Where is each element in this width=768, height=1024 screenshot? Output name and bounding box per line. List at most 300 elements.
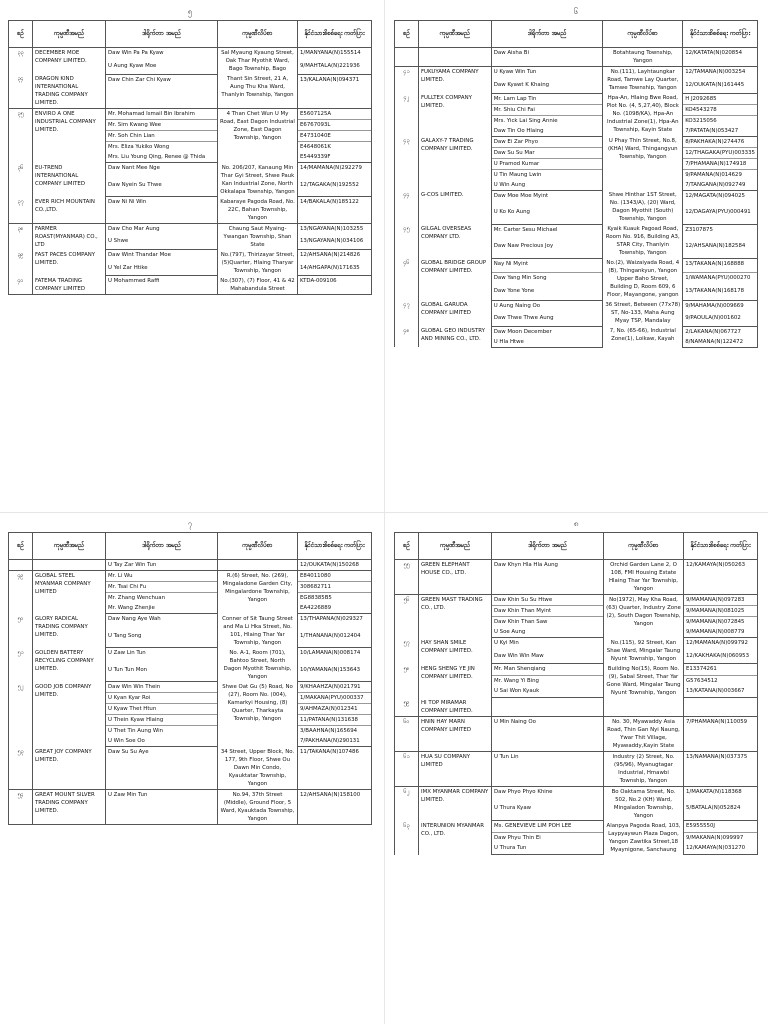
company-name: GREEN ELEPHANT HOUSE CO., LTD. [419,560,492,595]
director-name: Daw Win Win Thein [106,682,218,693]
nrc-number: 12/KAMAYA(N)050263 [684,560,758,595]
director-name: U Pramod Kumar [491,158,603,169]
nrc-number: 9/MAMANA(N)072845 [684,617,758,628]
company-address: No.(2), Waizaiyada Road, 4 (B), Thingankyun, Yangon Upper Baho Street, Building D, Room 609, 6 Floor, Mayangone, yangon [603,258,683,300]
company-address: No.(115), 92 Street, Kan Shae Ward, Mingalar Taung Nyunt Township, Yangon [604,638,684,664]
company-name: GREAT MOUNT SILVER TRADING COMPANY LIMITED. [33,789,106,824]
nrc-number: 12/KAKHAKA(N)060953 [684,651,758,664]
director-name: Mr. Shiu Chi Fai [491,104,603,115]
nrc-number: 7/PAKHANA(N)290131 [298,736,372,747]
table-row [9,74,372,109]
director-name: Mr. Carter Sesu Michael [491,224,603,241]
table-row [9,250,372,263]
nrc-number: E4648061K [298,142,372,153]
table-row [395,821,758,833]
page-number: ၆ [573,7,579,16]
nrc-number: 13/THAPANA(N)029327 [298,614,372,631]
row-number: ၅၇ [395,638,419,664]
director-name: Daw Naw Precious Joy [491,241,603,258]
table-row [9,571,372,582]
nrc-number: 12/AHSANA(N)158100 [298,789,372,824]
company-address: Bo Oaktama Street, No. 502, No.2 (KH) Ward, Mingaladon Township, Yangon [604,786,684,821]
header-nrc: နိုင်ငံသားစိစစ်ရေး ကတ်ပြား [683,21,758,48]
director-name: Daw Nyein Su Thwe [106,180,218,197]
row-number: ၅၆ [395,595,419,638]
director-name: U Kyaw Thet Htun [106,704,218,715]
company-address: No. 30, Myawaddy Asia Road, Thin Gan Nyi Naung, Ywar Thit Village, Myawaddy,Kayin State [604,716,684,751]
company-address: 7, No. (65-66), Industrial Zone(1), Loikaw, Kayah [603,326,683,347]
nrc-number: 9/MAHAMA(N)009669 [683,300,758,313]
company-address: R.(6) Street, No. (269), Mingaladone Garden City, Mingalardone Township, Yangon [218,571,298,614]
header-company: ကုမ္ပဏီအမည် [419,533,492,560]
nrc-number: 7/PHAMANA(N)174918 [683,158,758,169]
nrc-number: 14/MAMANA(N)292279 [298,163,372,180]
company-name: GOOD JOB COMPANY LIMITED. [33,682,106,747]
header-row [9,21,372,48]
company-name [33,560,106,571]
nrc-number: 9/MAKANA(N)099997 [684,832,758,843]
table-body [9,560,372,825]
table-row [9,560,372,571]
director-name: Daw Kyawt K Khaing [491,80,603,93]
nrc-number: E13374261 [684,664,758,676]
director-name: Mrs. Yick Lai Sing Annie [491,115,603,126]
table-row [395,716,758,751]
table-row [9,648,372,665]
row-number: ၆၁ [395,751,419,786]
company-name: HUA SU COMPANY LIMITED [419,751,492,786]
director-name: U Zaw Min Tun [106,789,218,824]
nrc-number: 12/KATATA(N)020854 [683,48,758,67]
company-address: Shwe Oat Gu (5) Road, No (27), Room No. (004), Kamarkyi Housing, (8) Quarter, Tharkayta Township, Yangon [218,682,298,747]
company-name: ENVIRO A ONE INDUSTRIAL COMPANY LIMITED. [33,109,106,163]
nrc-number: 12/TAGAKA(N)192552 [298,180,372,197]
company-address: Industry (2) Street, No. (95/96), Myanugtagar Industrial, Hmawbi Township, Yangon [604,751,684,786]
director-name: U Min Naing Oo [492,716,604,751]
company-name: GLOBAL GEO INDUSTRY AND MINING CO., LTD. [418,326,491,347]
company-name: HAY SHAN SMILE COMPANY LIMITED. [419,638,492,664]
row-number: ၆၀ [395,716,419,751]
director-name: Daw Nang Aye Wah [106,614,218,631]
director-name: U Kyi Min [492,638,604,651]
director-name: Daw Khin Than Saw [492,617,604,628]
director-name: Mr. Wang Zhenjie [106,603,218,614]
company-address: No.94, 37th Street (Middle), Ground Floor, 5 Ward, Kyauktada Township, Yangon [218,789,298,824]
company-name: HENG SHENG YE JIN COMPANY LIMITED. [419,664,492,698]
director-name: U Kyan Kyar Roi [106,693,218,704]
director-name: Daw Thwe Thwe Aung [491,313,603,326]
nrc-number: 9/MAMANA(N)081025 [684,606,758,617]
table-row [9,223,372,236]
company-address: Botahtaung Township, Yangon [603,48,683,67]
table-row [9,109,372,120]
director-name: Daw Chin Zar Chi Kyaw [106,74,218,109]
director-name: Daw Phyo Phyo Khine [492,786,604,803]
table-row [395,67,758,80]
company-name: G-COS LIMITED. [418,190,491,224]
nrc-number: 13/TAKANA(N)168888 [683,258,758,272]
nrc-number: 13/NAMANA(N)037375 [684,751,758,786]
company-address: Alanpya Pagoda Road, 103, Laypyaywun Plaza Dagon, Yangon Zawtika Street,18 Myaynigone, Sanchaung [604,821,684,855]
director-name: Mr. Man Shenqiang [492,664,604,676]
row-number: ၆၃ [395,821,419,855]
table-row [395,258,758,272]
row-number: ၃၄ [9,74,33,109]
row-number: ၆၂ [395,786,419,821]
nrc-number: 12/DAGAYA(PYU)000491 [683,207,758,224]
nrc-number: 13/KALANA(N)094371 [298,74,372,109]
header-company: ကုမ္ပဏီအမည် [33,21,106,48]
nrc-number: 14/BAKALA(N)185122 [298,197,372,224]
director-name: Daw Su Su Aye [106,747,218,790]
director-name: Daw Cho Mar Aung [106,223,218,236]
director-name: Daw Phyu Thin Ei [492,832,604,843]
header-director: ဒါရိုက်တာ အမည် [106,21,218,48]
header-director: ဒါရိုက်တာ အမည် [491,21,603,48]
table-row [395,595,758,606]
nrc-number: 7/PHAMANA(N)110059 [684,716,758,751]
table-body [395,48,758,348]
table-row [395,224,758,241]
director-name: Mr. Tsai Chi Fu [106,582,218,593]
nrc-number: 13/NGAYANA(N)103255 [298,223,372,236]
director-name: U Aung Naing Oo [491,300,603,313]
director-name: Daw Tin Oo Hlaing [491,126,603,137]
nrc-number: 12/KAMAYA(N)031270 [684,843,758,854]
document-page-bottom-left [8,518,372,1008]
director-name: U Hla Htwe [491,337,603,348]
director-name: Daw Aisha Bi [491,48,603,67]
company-name: GREAT JOY COMPANY LIMITED. [33,747,106,790]
page-number: ၅ [187,7,193,16]
nrc-number: 9/MAMANA(N)008779 [684,627,758,638]
nrc-number: 10/LAMANA(N)008174 [298,648,372,665]
nrc-number: G57634512 [684,675,758,686]
director-name: U Ko Ko Aung [491,207,603,224]
table-row [9,747,372,790]
header-nrc: နိုင်ငံသားစိစစ်ရေး ကတ်ပြား [684,533,758,560]
company-name: INTERUNION MYANMAR CO., LTD. [419,821,492,855]
company-address: Shwe Hinthar 1ST Street, No. (1343/A), (20) Ward, Dagon Myothit (South) Township, Yangon [603,190,683,224]
company-address: 34 Street, Upper Block, No. 177, 9th Floor, Shwe Ou Dawn Min Condo, Kyauktatar Township, Yangon [218,747,298,790]
document-page-bottom-right [394,518,758,1024]
table-header [9,21,372,48]
table-row [395,326,758,337]
company-address: Orchid Garden Lane 2, O 108, FMI Housing Estate Hlaing Thar Yar Township, Yangon [604,560,684,595]
director-name: Mr. Wang Yi Bing [492,675,604,686]
company-name: DECEMBER MOE COMPANY LIMITED. [33,48,106,75]
director-name: Nay Ni Myint [491,258,603,272]
table-row [395,664,758,676]
table-row [395,48,758,67]
director-name: U Sai Won Kyauk [492,686,604,697]
nrc-number: E5955550J [684,821,758,833]
nrc-number: 12/AHSANA(N)214826 [298,250,372,263]
nrc-number: KO3215056 [683,115,758,126]
company-address: Chaung Saut Myaing-Ywangan Township, Shan State [218,223,298,250]
company-name: EVER RICH MOUNTAIN CO.,LTD. [33,197,106,224]
director-name: U Thet Tin Aung Win [106,726,218,737]
director-name: U Tay Zar Win Tun [106,560,218,571]
table-row [9,48,372,61]
table-row [9,163,372,180]
director-name: Daw Wint Thandar Moe [106,250,218,263]
director-name: Daw Khin Su Su Htwe [492,595,604,606]
director-name: Mr. Mohamad Ismail Bin Ibrahim [106,109,218,120]
nrc-number: 5/BATALA(N)052824 [684,803,758,820]
row-number: ၅၅ [395,560,419,595]
director-name: U Soe Aung [492,627,604,638]
company-address: Kabaraye Pagoda Road, No. 22C, Bahan Township, Yangon [218,197,298,224]
nrc-number: KTDA-009106 [298,276,372,295]
row-number: ၃၈ [9,223,33,250]
row-number: ၃၇ [9,197,33,224]
row-number: ၅၀ [9,614,33,648]
company-address: No. 206/207, Kanaung Min Thar Gyi Street, Shwe Pauk Kan Industrial Zone, North Okkalapa Township, Yangon [218,163,298,197]
header-row [9,533,372,560]
row-number: ၃၃ [9,48,33,75]
header-row [395,21,758,48]
company-address: Conner of Sit Taung Street and Ma Li Hka Street, No. 101, Hlaing Thar Yar Township, Yangon [218,614,298,648]
header-company: ကုမ္ပဏီအမည် [33,533,106,560]
company-name: DRAGON KIND INTERNATIONAL TRADING COMPANY LIMITED. [33,74,106,109]
director-name: Daw Yang Min Song [491,272,603,286]
row-number: ၄၉ [9,571,33,614]
director-name: U Kyaw Win Tun [491,67,603,80]
director-name [492,698,604,717]
director-name: Daw Moe Moe Myint [491,190,603,207]
company-address: No. A-1, Room (701), Bahtoo Street, North Dagon Myothit Township, Yangon [218,648,298,682]
director-name: U Zaw Lin Tun [106,648,218,665]
nrc-number: 11/PATANA(N)131638 [298,715,372,726]
company-name: GOLDEN BATTERY RECYCLING COMPANY LIMITED. [33,648,106,682]
nrc-number: 9/PAOULA(N)001602 [683,313,758,326]
director-name: U Tang Song [106,631,218,648]
director-name: Mr. Soh Chin Lian [106,131,218,142]
director-name: Daw Khin Than Myint [492,606,604,617]
row-number: ၅၉ [395,698,419,717]
row-number: ၅၄ [9,789,33,824]
nrc-number: 308682711 [298,582,372,593]
company-name: GLORY RADICAL TRADING COMPANY LIMITED. [33,614,106,648]
nrc-number: H J2092685 [683,93,758,104]
company-name: GILGAL OVERSEAS COMPANY LTD. [418,224,491,258]
nrc-number: EA4226889 [298,603,372,614]
header-nrc: နိုင်ငံသားစိစစ်ရေး ကတ်ပြား [298,21,372,48]
nrc-number: 1/MAKANA(PYU)000337 [298,693,372,704]
header-no: စဉ် [395,21,419,48]
director-name: Daw Win Pa Pa Kyaw [106,48,218,61]
company-address: U Phay Thin Street, No.8, (KHA) Ward, Thingangyun Township, Yangon [603,136,683,190]
company-name: FAST PACES COMPANY LIMITED. [33,250,106,276]
row-number: ၄၇ [395,300,419,326]
row-number [395,48,419,67]
director-name: U Shwe [106,236,218,249]
document-page-top-left [8,6,372,502]
row-number [9,560,33,571]
nrc-number: 9/PAMANA(N)014629 [683,169,758,180]
row-number: ၃၉ [9,250,33,276]
director-name: Daw Yone Yone [491,286,603,300]
nrc-number: 1/THANANA(N)012404 [298,631,372,648]
company-address: 36 Street, Between (77x78) ST, No-133, Maha Aung Myay TSP, Mandalay [603,300,683,326]
table-row [395,560,758,595]
director-name: U Win Aung [491,180,603,191]
nrc-number: Z3107875 [683,224,758,241]
header-no: စဉ် [9,533,33,560]
table-row [395,93,758,104]
director-name: Daw Moon December [491,326,603,337]
company-address: Thant Sin Street, 21 A, Aung Thu Kha Ward, Thanlyin Township, Yangon [218,74,298,109]
nrc-number: 8/PAKHAKA(N)274476 [683,136,758,147]
company-name: GLOBAL STEEL MYANMAR COMPANY LIMITED [33,571,106,614]
director-name: U Tun Lin [492,751,604,786]
table-row [395,751,758,786]
director-name: U Win Soe Oo [106,736,218,747]
row-number: ၄၁ [395,67,419,94]
director-name: Mr. Lam Lap Tin [491,93,603,104]
nrc-number: E84011080 [298,571,372,582]
director-name: U Thein Kyaw Hlaing [106,715,218,726]
row-number: ၅၃ [9,747,33,790]
nrc-number: 13/KATANA(N)003667 [684,686,758,697]
table-row [9,682,372,693]
director-name: Mrs. Eliza Yukiko Wong [106,142,218,153]
director-name: U Tun Tun Mon [106,665,218,682]
row-number: ၅၁ [9,648,33,682]
nrc-number: 7/PATATA(N)053427 [683,126,758,137]
company-address: No.(111), Layhtaungkar Road, Tamwe Lay Quarter, Tamwe Township, Yangon [603,67,683,94]
company-address: Kyaik Kuauk Pagoad Road, Room No. 916, Building A3, STAR City, Thanlyin Township, Yangon [603,224,683,258]
company-registry-table [394,20,758,348]
company-address: No.(307), (7) Floor, 41 & 42 Mahabandula Street [218,276,298,295]
nrc-number: 12/TAMANA(N)003254 [683,67,758,80]
director-name: Mr. Sim Kwang Wee [106,120,218,131]
company-name: GLOBAL BRIDGE GROUP COMPANY LIMITED. [418,258,491,300]
row-number: ၄၂ [395,93,419,136]
row-number: ၄၄ [395,190,419,224]
page-number: ၇ [187,519,193,528]
company-address: 4 Than Chet Wun U My Road, East Dagon Industrial Zone, East Dagon Township, Yangon [218,109,298,163]
nrc-number: E5607125A [298,109,372,120]
director-name: U Mohammed Raffi [106,276,218,295]
page-divider-horizontal [0,512,768,513]
row-number: ၅၂ [9,682,33,747]
row-number: ၄၃ [395,136,419,190]
page-number: ၈ [573,519,579,528]
nrc-number: 12/THAGAKA(PYU)003335 [683,147,758,158]
table-row [395,786,758,803]
table-row [395,190,758,207]
nrc-number: 12/OUKATA(N)150268 [298,560,372,571]
nrc-number: 1/MANYANA(N)155514 [298,48,372,61]
company-address [218,560,298,571]
table-header [9,533,372,560]
director-name: U Thura Tun [492,843,604,854]
nrc-number: 13/NGAYANA(N)034106 [298,236,372,249]
table-body [9,48,372,295]
nrc-number: 11/TAKANA(N)107486 [298,747,372,790]
header-director: ဒါရိုက်တာ အမည် [492,533,604,560]
header-address: ကုမ္ပဏီလိပ်စာ [218,533,298,560]
nrc-number: E6767093L [298,120,372,131]
company-address: Building No(15), Room No. (9), Sabal Street, Thar Yar Gone Ward, Mingalar Taung Nyunt Township, Yangon [604,664,684,698]
company-name: GALAXY-7 TRADING COMPANY LIMITED. [418,136,491,190]
row-number: ၄၀ [9,276,33,295]
company-name: FARMER ROAST(MYANMAR) CO., LTD [33,223,106,250]
company-name: HI TOP MIRAMAR COMPANY LIMITED. [419,698,492,717]
table-row [9,197,372,224]
table-row [9,614,372,631]
company-address: No.(797), Thirizayar Street, (5)Quarter, Hlaing Tharyar Township, Yangon [218,250,298,276]
director-name: Daw Su Su Mar [491,147,603,158]
header-no: စဉ် [395,533,419,560]
director-name: Ms. GENEVIEVE LIM POH LEE [492,821,604,833]
nrc-number: 12/OUKATA(N)161445 [683,80,758,93]
nrc-number: 9/MAHTALA(N)221936 [298,61,372,74]
row-number: ၄၅ [395,224,419,258]
nrc-number: 3/BAAHNA(N)165694 [298,726,372,737]
director-name: Daw Ni Ni Win [106,197,218,224]
nrc-number: 10/YAMANA(N)153643 [298,665,372,682]
nrc-number: E4731040E [298,131,372,142]
nrc-number: EG88385B5 [298,593,372,604]
nrc-number: 9/MAMANA(N)097283 [684,595,758,606]
table-row [395,698,758,717]
director-name: Mr. Zhang Wenchuan [106,593,218,604]
company-name: GLOBAL GARUDA COMPANY LIMITED [418,300,491,326]
table-row [395,136,758,147]
document-page-top-right [394,6,758,512]
director-name: Daw Win Win Maw [492,651,604,664]
row-number: ၅၈ [395,664,419,698]
table-row [9,789,372,824]
company-name [418,48,491,67]
nrc-number: 12/AHSANA(N)182584 [683,241,758,258]
row-number: ၃၅ [9,109,33,163]
header-address: ကုမ္ပဏီလိပ်စာ [603,21,683,48]
company-registry-table [394,532,758,855]
header-director: ဒါရိုက်တာ အမည် [106,533,218,560]
company-name: EU-TREND INTERNATIONAL COMPANY LIMITED [33,163,106,197]
company-name: IMX MYANMAR COMPANY LIMITED. [419,786,492,821]
nrc-number: 1/WAMANA(PYU)000270 [683,272,758,286]
nrc-number: 9/AHMAZA(N)012341 [298,704,372,715]
nrc-number: 14/AHGAPA(N)171635 [298,263,372,276]
company-registry-table [8,532,372,825]
company-address: No(1972), May Kha Road, (63) Quarter, Industry Zone (2), South Dagon Township, Yangon [604,595,684,638]
director-name: Mr. Li Wu [106,571,218,582]
director-name: Daw Khyn Hla Hla Aung [492,560,604,595]
row-number: ၄၆ [395,258,419,300]
header-row [395,533,758,560]
nrc-number: 2/LAKANA(N)067727 [683,326,758,337]
company-name: FULLTEX COMPANY LIMITED. [418,93,491,136]
director-name: U Thura Kyaw [492,803,604,820]
table-row [9,276,372,295]
row-number: ၄၈ [395,326,419,347]
nrc-number: 12/MAGATA(N)094025 [683,190,758,207]
nrc-number: 1/MAKATA(N)118368 [684,786,758,803]
company-name: FATEMA TRADING COMPANY LIMITED [33,276,106,295]
header-no: စဉ် [9,21,33,48]
nrc-number: 13/TAKANA(N)168178 [683,286,758,300]
company-address: Sal Myaung Kyaung Street, Oak Thar Myothit Ward, Bago Township, Bago [218,48,298,75]
company-name: FUKUYAMA COMPANY LIMITED. [418,67,491,94]
nrc-number: E5449339F [298,152,372,163]
table-row [395,300,758,313]
director-name: Mrs. Liu Young Qing, Renee @ Thida [106,152,218,163]
